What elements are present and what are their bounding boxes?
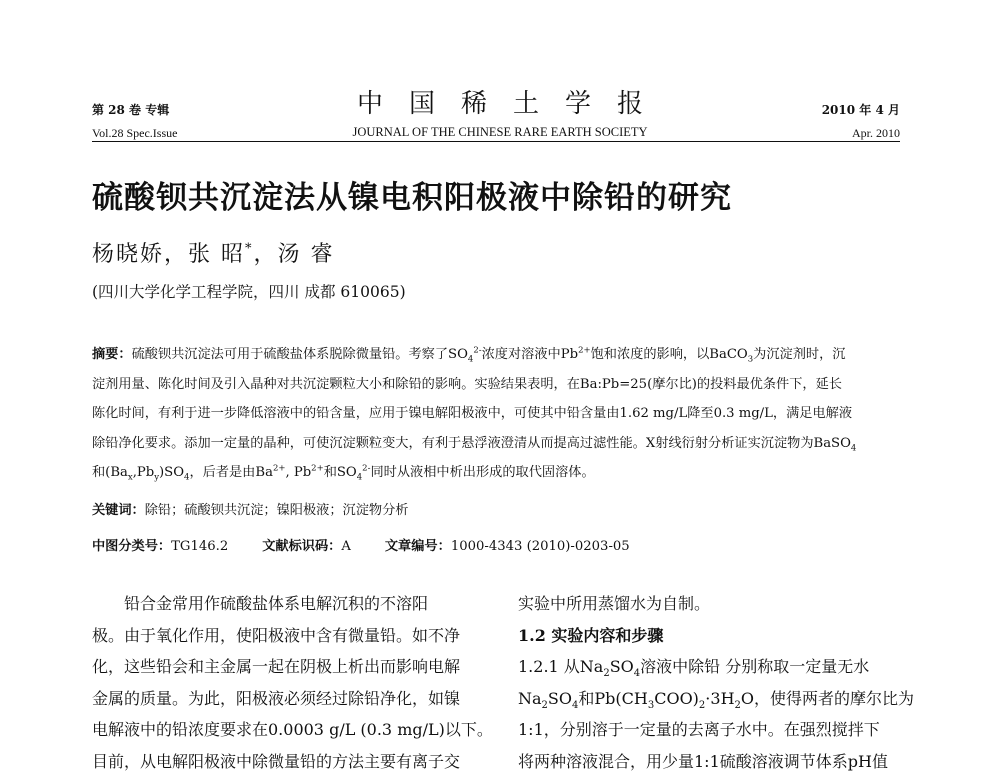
article-title: 硫酸钡共沉淀法从镍电积阳极液中除铅的研究 [92, 178, 732, 218]
body-left-line-6: 目前，从电解阳极液中除微量铅的方法主要有离子交 [92, 746, 500, 777]
superscript: 2- [473, 346, 481, 356]
subscript: 4 [851, 443, 856, 453]
subscript: 4 [357, 473, 362, 483]
authors-part-2: ，汤 睿 [254, 242, 335, 267]
header-rule [92, 141, 900, 142]
subscript: x [128, 473, 133, 483]
subscript: 2 [735, 700, 741, 711]
volume-issue-en: Vol.28 Spec.Issue [92, 125, 177, 141]
abstract-line-1 [92, 340, 912, 370]
body-column-left [92, 588, 500, 777]
subscript: 3 [648, 700, 654, 711]
subscript: 4 [572, 700, 578, 711]
abstract-text: 除铅净化要求。添加一定量的晶种，可使沉淀颗粒变大，有利于悬浮液澄清从而提高过滤性能。X射线衍射分析证实沉淀物为BaSO [92, 436, 851, 451]
body-left-line-4: 金属的质量。为此，阳极液必须经过除铅净化，如镍 [92, 683, 500, 715]
abstract-text: 同时从液相中析出形成的取代固溶体。 [370, 465, 594, 480]
body-text: 和Pb(CH [578, 689, 647, 708]
publication-date-en: Apr. 2010 [852, 125, 900, 141]
body-right-line-1: 实验中所用蒸馏水为自制。 [518, 588, 918, 620]
abstract-text: ，后者是由Ba [189, 465, 273, 480]
body-right-line-3 [518, 651, 918, 683]
abstract-text: 和SO [324, 465, 357, 480]
abstract-text: 为沉淀剂时，沉 [753, 347, 845, 362]
body-text: SO [610, 657, 634, 676]
abstract-label: 摘要： [92, 347, 132, 362]
superscript: 2- [362, 464, 370, 474]
abstract [92, 340, 912, 488]
publication-date-cn: 2010 年 4 月 [822, 102, 900, 118]
subscript: y [154, 473, 159, 483]
corresponding-author-mark: * [245, 242, 254, 257]
body-text: 溶液中除铅 分别称取一定量无水 [640, 657, 869, 676]
subscript: 2 [542, 700, 548, 711]
abstract-line-2: 淀剂用量、陈化时间及引入晶种对共沉淀颗粒大小和除铅的影响。实验结果表明，在Ba:Pb=25(摩尔比)的投料最优条件下，延长 [92, 370, 912, 400]
keywords-text: 除铅；硫酸钡共沉淀；镍阳极液；沉淀物分析 [145, 503, 409, 518]
body-text: Na [518, 689, 542, 708]
abstract-text: 硫酸钡共沉淀法可用于硫酸盐体系脱除微量铅。考察了SO [132, 347, 468, 362]
authors-part-1: 杨晓娇，张 昭 [92, 242, 245, 267]
subscript: 2 [699, 700, 705, 711]
abstract-line-4 [92, 429, 912, 459]
keywords [92, 500, 409, 522]
abstract-line-5 [92, 458, 912, 488]
article-number-label: 文章编号： [385, 539, 451, 554]
journal-name-en: JOURNAL OF THE CHINESE RARE EARTH SOCIETY [0, 124, 1000, 140]
body-right-line-5: 1:1，分别溶于一定量的去离子水中。在强烈搅拌下 [518, 714, 918, 746]
document-code-value: A [341, 539, 351, 554]
article-number-value: 1000-4343 (2010)-0203-05 [451, 539, 630, 554]
body-left-line-5: 电解液中的铅浓度要求在0.0003 g/L (0.3 mg/L)以下。 [92, 714, 500, 746]
abstract-text: 浓度对溶液中Pb [482, 347, 578, 362]
abstract-text: ,Pb [133, 465, 155, 480]
volume-issue-cn: 第 28 卷 专辑 [92, 102, 169, 118]
clc-label: 中图分类号： [92, 539, 171, 554]
author-list [92, 240, 335, 270]
body-right-line-6: 将两种溶液混合，用少量1:1硫酸溶液调节体系pH值 [518, 746, 918, 777]
body-text: O，使得两者的摩尔比为 [741, 689, 914, 708]
journal-name-cn: 中国稀土学报 [0, 88, 1000, 120]
body-left-line-3: 化，这些铅会和主金属一起在阴极上析出而影响电解 [92, 651, 500, 683]
body-left-line-1: 铅合金常用作硫酸盐体系电解沉积的不溶阳 [92, 588, 500, 620]
affiliation: (四川大学化学工程学院，四川 成都 610065) [92, 281, 406, 303]
body-text: COO) [654, 689, 699, 708]
superscript: 2+ [273, 464, 286, 474]
superscript: 2+ [578, 346, 591, 356]
body-left-line-2: 极。由于氧化作用，使阳极液中含有微量铅。如不净 [92, 620, 500, 652]
classification-line [92, 536, 630, 558]
body-right-line-4 [518, 683, 918, 715]
abstract-line-3: 陈化时间，有利于进一步降低溶液中的铅含量，应用于镍电解阳极液中，可使其中铅含量由1.62 mg/L降至0.3 mg/L，满足电解液 [92, 399, 912, 429]
superscript: 2+ [311, 464, 324, 474]
subscript: 4 [184, 473, 189, 483]
subscript: 4 [468, 355, 473, 365]
body-text: ·3H [705, 689, 734, 708]
abstract-text: )SO [159, 465, 184, 480]
keywords-label: 关键词： [92, 503, 145, 518]
section-heading: 1.2 实验内容和步骤 [518, 620, 918, 652]
body-column-right [518, 588, 918, 777]
subscript: 4 [634, 668, 640, 679]
subscript: 3 [748, 355, 753, 365]
abstract-text: 饱和浓度的影响，以BaCO [591, 347, 748, 362]
body-text: SO [548, 689, 572, 708]
clc-value: TG146.2 [171, 539, 228, 554]
document-code-label: 文献标识码： [262, 539, 341, 554]
abstract-text: 和(Ba [92, 465, 128, 480]
subscript: 2 [603, 668, 609, 679]
abstract-text: , Pb [285, 465, 311, 480]
body-text: 1.2.1 从Na [518, 657, 603, 676]
